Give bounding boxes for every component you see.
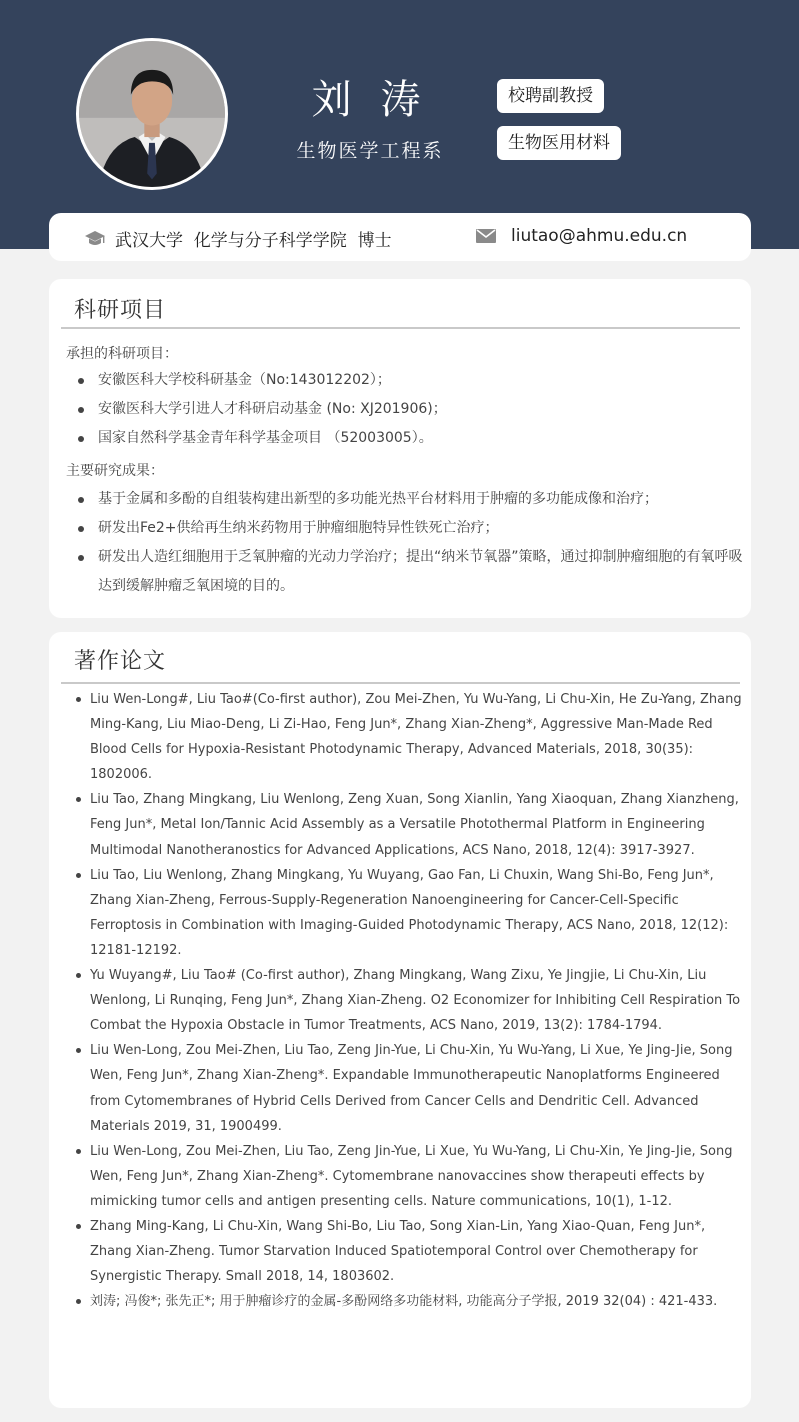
person-name: 刘 涛 — [311, 77, 429, 123]
email-info — [476, 226, 687, 246]
list-item: 基于金属和多酚的自组装构建出新型的多功能光热平台材料用于肿瘤的多功能成像和治疗； — [66, 485, 746, 514]
paper-item: Liu Wen-Long, Zou Mei-Zhen, Liu Tao, Zeng Jin-Yue, Li Chu-Xin, Yu Wu-Yang, Li Xue, Ye Jing-Jie, Song Wen, Feng Jun*, Zhang Xian-Zheng*. Expandable Immunotherapeutic Nanoplatforms Engineered from Cytomembranes of Hybrid Cells Derived from Cancer Cells and Dendritic Cell. Advanced Materials 2019, 31, 1900499. — [74, 1038, 744, 1138]
title-tag: 校聘副教授 — [497, 79, 604, 113]
paper-item: Liu Tao, Liu Wenlong, Zhang Mingkang, Yu Wuyang, Gao Fan, Li Chuxin, Wang Shi-Bo, Feng Jun*, Zhang Xian-Zheng, Ferrous-Supply-Regeneration Nanoengineering for Cancer-Cell-Specific Ferroptosis in Combination with Imaging-Guided Photodynamic Therapy, ACS Nano, 2018, 12(12): 12181-12192. — [74, 863, 744, 963]
portrait-image — [79, 41, 225, 187]
list-item: 研发出Fe2+供给再生纳米药物用于肿瘤细胞特异性铁死亡治疗； — [66, 514, 746, 543]
education-text: 武汉大学 化学与分子科学学院 博士 — [115, 231, 392, 251]
results-list — [66, 485, 746, 601]
paper-item: Liu Wen-Long#, Liu Tao#(Co-first author), Zou Mei-Zhen, Yu Wu-Yang, Li Chu-Xin, He Zu-Yang, Zhang Ming-Kang, Liu Miao-Deng, Li Zi-Hao, Feng Jun*, Zhang Xian-Zheng*, Aggressive Man-Made Red Blood Cells for Hypoxia-Resistant Photodynamic Therapy, Advanced Materials, 2018, 30(35): 1802006. — [74, 687, 744, 787]
paper-item: Liu Tao, Zhang Mingkang, Liu Wenlong, Zeng Xuan, Song Xianlin, Yang Xiaoquan, Zhang Xianzheng, Feng Jun*, Metal Ion/Tannic Acid Assembly as a Versatile Photothermal Platform in Engineering Multimodal Nanotheranostics for Advanced Applications, ACS Nano, 2018, 12(4): 3917-3927. — [74, 787, 744, 862]
list-item: 研发出人造红细胞用于乏氧肿瘤的光动力学治疗；提出“纳米节氧器”策略，通过抑制肿瘤细胞的有氧呼吸达到缓解肿瘤乏氧困境的目的。 — [66, 543, 746, 601]
papers-list — [74, 687, 744, 1314]
envelope-icon — [476, 228, 496, 244]
list-item: 安徽医科大学引进人才科研启动基金 (No: XJ201906)； — [66, 395, 746, 424]
contact-card — [49, 213, 751, 261]
projects-list — [66, 366, 746, 453]
results-heading: 主要研究成果： — [66, 463, 164, 479]
email-link[interactable]: liutao@ahmu.edu.cn — [511, 226, 688, 246]
projects-heading: 承担的科研项目： — [66, 346, 178, 362]
section-divider — [61, 327, 740, 329]
avatar — [76, 38, 228, 190]
paper-item: 刘涛; 冯俊*; 张先正*; 用于肿瘤诊疗的金属-多酚网络多功能材料, 功能高分子学报, 2019 32(04) : 421-433. — [74, 1289, 744, 1314]
research-section — [49, 279, 751, 618]
graduation-cap-icon — [84, 230, 106, 248]
section-divider — [61, 682, 740, 684]
paper-item: Liu Wen-Long, Zou Mei-Zhen, Liu Tao, Zeng Jin-Yue, Li Xue, Yu Wu-Yang, Li Chu-Xin, Ye Jing-Jie, Song Wen, Feng Jun*, Zhang Xian-Zheng*. Cytomembrane nanovaccines show therapeuti effects by mimicking tumor cells and antigen presenting cells. Nature communications, 10(1), 1-12. — [74, 1139, 744, 1214]
education-info — [84, 226, 392, 251]
section-title-research: 科研项目 — [74, 298, 167, 323]
paper-item: Zhang Ming-Kang, Li Chu-Xin, Wang Shi-Bo, Liu Tao, Song Xian-Lin, Yang Xiao-Quan, Feng Jun*, Zhang Xian-Zheng. Tumor Starvation Induced Spatiotemporal Control over Chemotherapy for Synergistic Therapy. Small 2018, 14, 1803602. — [74, 1214, 744, 1289]
section-title-papers: 著作论文 — [74, 649, 167, 674]
list-item: 安徽医科大学校科研基金（No:143012202）； — [66, 366, 746, 395]
field-tag: 生物医用材料 — [497, 126, 621, 160]
list-item: 国家自然科学基金青年科学基金项目 （52003005）。 — [66, 424, 746, 453]
profile-header — [0, 0, 799, 249]
department: 生物医学工程系 — [296, 140, 444, 162]
paper-item: Yu Wuyang#, Liu Tao# (Co-first author), Zhang Mingkang, Wang Zixu, Ye Jingjie, Li Chu-Xin, Liu Wenlong, Li Runqing, Feng Jun*, Zhang Xian-Zheng. O2 Economizer for Inhibiting Cell Respiration To Combat the Hypoxia Obstacle in Tumor Treatments, ACS Nano, 2019, 13(2): 1784-1794. — [74, 963, 744, 1038]
